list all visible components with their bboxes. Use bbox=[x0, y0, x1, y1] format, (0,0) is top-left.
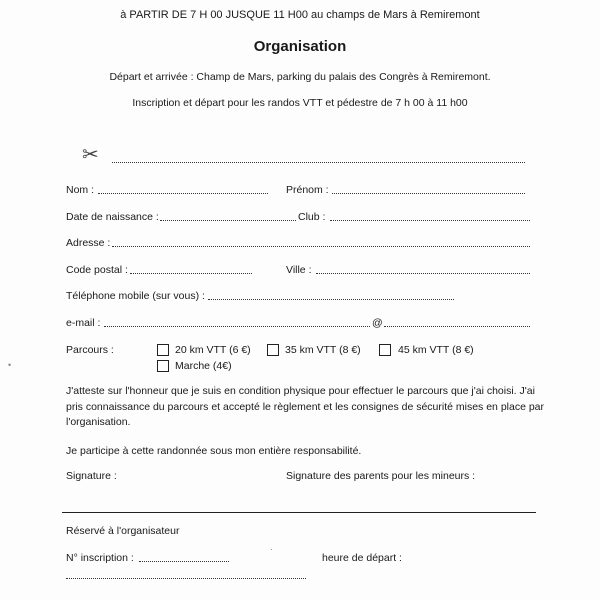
parcours-marche-label: Marche (4€) bbox=[175, 360, 232, 372]
email-domain-field[interactable] bbox=[384, 326, 530, 327]
date-naissance-label: Date de naissance : bbox=[66, 211, 159, 223]
telephone-field[interactable] bbox=[208, 299, 454, 300]
ville-label: Ville : bbox=[286, 264, 312, 276]
parcours-20km-checkbox[interactable] bbox=[157, 344, 169, 356]
nom-field[interactable] bbox=[98, 193, 268, 194]
signature-label: Signature : bbox=[66, 470, 117, 482]
start-finish-line: Départ et arrivée : Champ de Mars, parking du palais des Congrès à Remiremont. bbox=[109, 71, 491, 83]
telephone-label: Téléphone mobile (sur vous) : bbox=[66, 290, 205, 302]
responsibility-text: Je participe à cette randonnée sous mon entière responsabilité. bbox=[66, 445, 362, 457]
adresse-label: Adresse : bbox=[66, 237, 111, 249]
code-postal-field[interactable] bbox=[130, 273, 252, 274]
nom-label: Nom : bbox=[66, 184, 95, 196]
club-label: Club : bbox=[298, 211, 326, 223]
attestation-text: J'atteste sur l'honneur que je suis en condition physique pour effectuer le parcours que j'ai choisi. J'ai pris connaissance du parcours et accepté le règlement et les consignes de sécurité mises en place par l'organisation. bbox=[66, 385, 545, 428]
ville-field[interactable] bbox=[316, 273, 530, 274]
prenom-label: Prénom : bbox=[286, 184, 329, 196]
parcours-45km-label: 45 km VTT (8 €) bbox=[398, 344, 474, 356]
reserved-label: Réservé à l'organisateur bbox=[66, 525, 180, 537]
inscription-number-field[interactable] bbox=[139, 561, 229, 562]
parcours-20km-label: 20 km VTT (6 €) bbox=[175, 344, 251, 356]
cut-line bbox=[112, 162, 525, 163]
schedule-line: à PARTIR DE 7 H 00 JUSQUE 11 H00 au champs de Mars à Remiremont bbox=[120, 9, 480, 21]
page-title: Organisation bbox=[253, 38, 347, 55]
scan-speck: · bbox=[270, 544, 273, 554]
parcours-35km-label: 35 km VTT (8 €) bbox=[285, 344, 361, 356]
registration-hours-line: Inscription et départ pour les randos VTT et pédestre de 7 h 00 à 11 h00 bbox=[132, 97, 468, 109]
parcours-label: Parcours : bbox=[66, 344, 114, 356]
code-postal-label: Code postal : bbox=[66, 264, 128, 276]
scissors-icon: ✂ bbox=[82, 144, 99, 166]
organizer-extra-line[interactable] bbox=[66, 578, 306, 579]
parcours-45km-checkbox[interactable] bbox=[379, 344, 391, 356]
adresse-field[interactable] bbox=[112, 246, 530, 247]
parents-signature-label: Signature des parents pour les mineurs : bbox=[286, 470, 476, 482]
club-field[interactable] bbox=[330, 220, 530, 221]
email-user-field[interactable] bbox=[104, 326, 370, 327]
parcours-35km-checkbox[interactable] bbox=[267, 344, 279, 356]
prenom-field[interactable] bbox=[332, 193, 525, 194]
email-label: e-mail : bbox=[66, 317, 101, 329]
parcours-marche-checkbox[interactable] bbox=[157, 360, 169, 372]
date-naissance-field[interactable] bbox=[160, 220, 296, 221]
departure-time-label: heure de départ : bbox=[322, 552, 402, 564]
inscription-number-label: N° inscription : bbox=[66, 552, 134, 564]
separator-line bbox=[62, 512, 536, 513]
scan-speck: • bbox=[8, 360, 12, 370]
email-at-sign: @ bbox=[372, 317, 383, 329]
